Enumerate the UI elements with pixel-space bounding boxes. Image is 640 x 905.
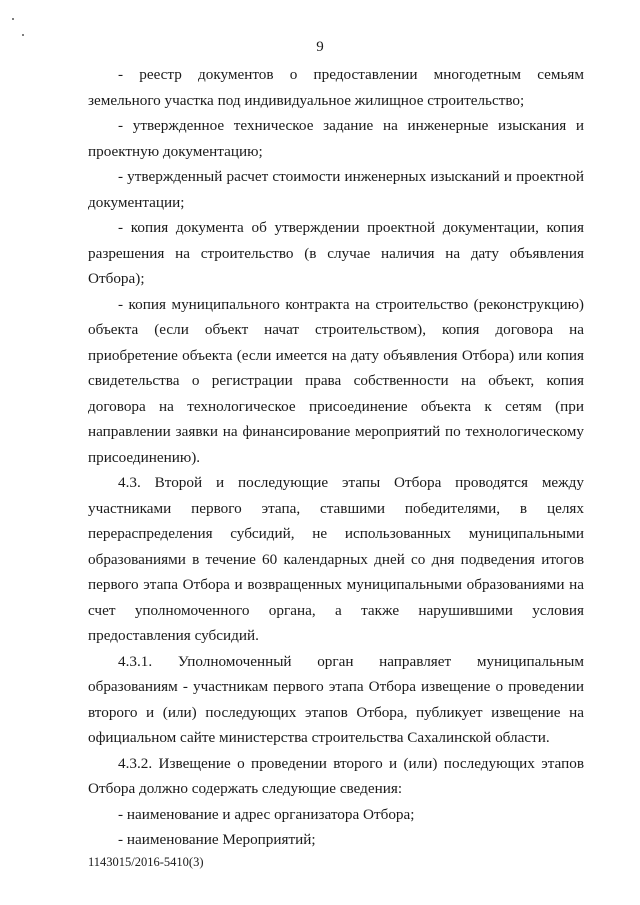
paragraph: 4.3.2. Извещение о проведении второго и (или) последующих этапов Отбора должно содержать следующие сведения:: [88, 754, 584, 797]
paragraph: - наименование и адрес организатора Отбора;: [118, 805, 415, 823]
paragraph: 4.3.1. Уполномоченный орган направляет муниципальным образованиям - участникам первого этапа Отбора извещение о проведении второго и (или) последующих этапов Отбора, публикует извещение на официальном сайте министерства строительства Сахалинской области.: [88, 652, 584, 746]
document-code: 1143015/2016-5410(3): [88, 855, 204, 869]
paragraph: - утвержденный расчет стоимости инженерных изысканий и проектной документации;: [88, 168, 584, 211]
paragraph: - копия документа об утверждении проектной документации, копия разрешения на строительство (в случае наличия на дату объявления Отбора);: [88, 219, 584, 287]
page-number: 9: [316, 39, 324, 55]
scan-speck: [22, 34, 24, 36]
paragraph: - утвержденное техническое задание на инженерные изыскания и проектную документацию;: [88, 117, 584, 160]
paragraph: 4.3. Второй и последующие этапы Отбора проводятся между участниками первого этапа, ставшими победителями, в целях перераспределения субсидий, не использованных муниципальными образованиями в течение 60 календарных дней со дня подведения итогов первого этапа Отбора и возвращенных муниципальными образованиями на счет уполномоченного органа, а также нарушившими условия предоставления субсидий.: [88, 474, 584, 644]
paragraph: - реестр документов о предоставлении многодетным семьям земельного участка под индивидуальное жилищное строительство;: [88, 66, 584, 109]
scan-speck: [12, 18, 14, 20]
document-body: [88, 62, 584, 853]
paragraph: - копия муниципального контракта на строительство (реконструкцию) объекта (если объект начат строительством), копия договора на приобретение объекта (если имеется на дату объявления Отбора) или копия свидетельства о регистрации права собственности на объект, копия договора на технологическое присоединение объекта к сетям (при направлении заявки на финансирование мероприятий по технологическому присоединению).: [88, 295, 584, 466]
paragraph: - наименование Мероприятий;: [118, 831, 316, 848]
